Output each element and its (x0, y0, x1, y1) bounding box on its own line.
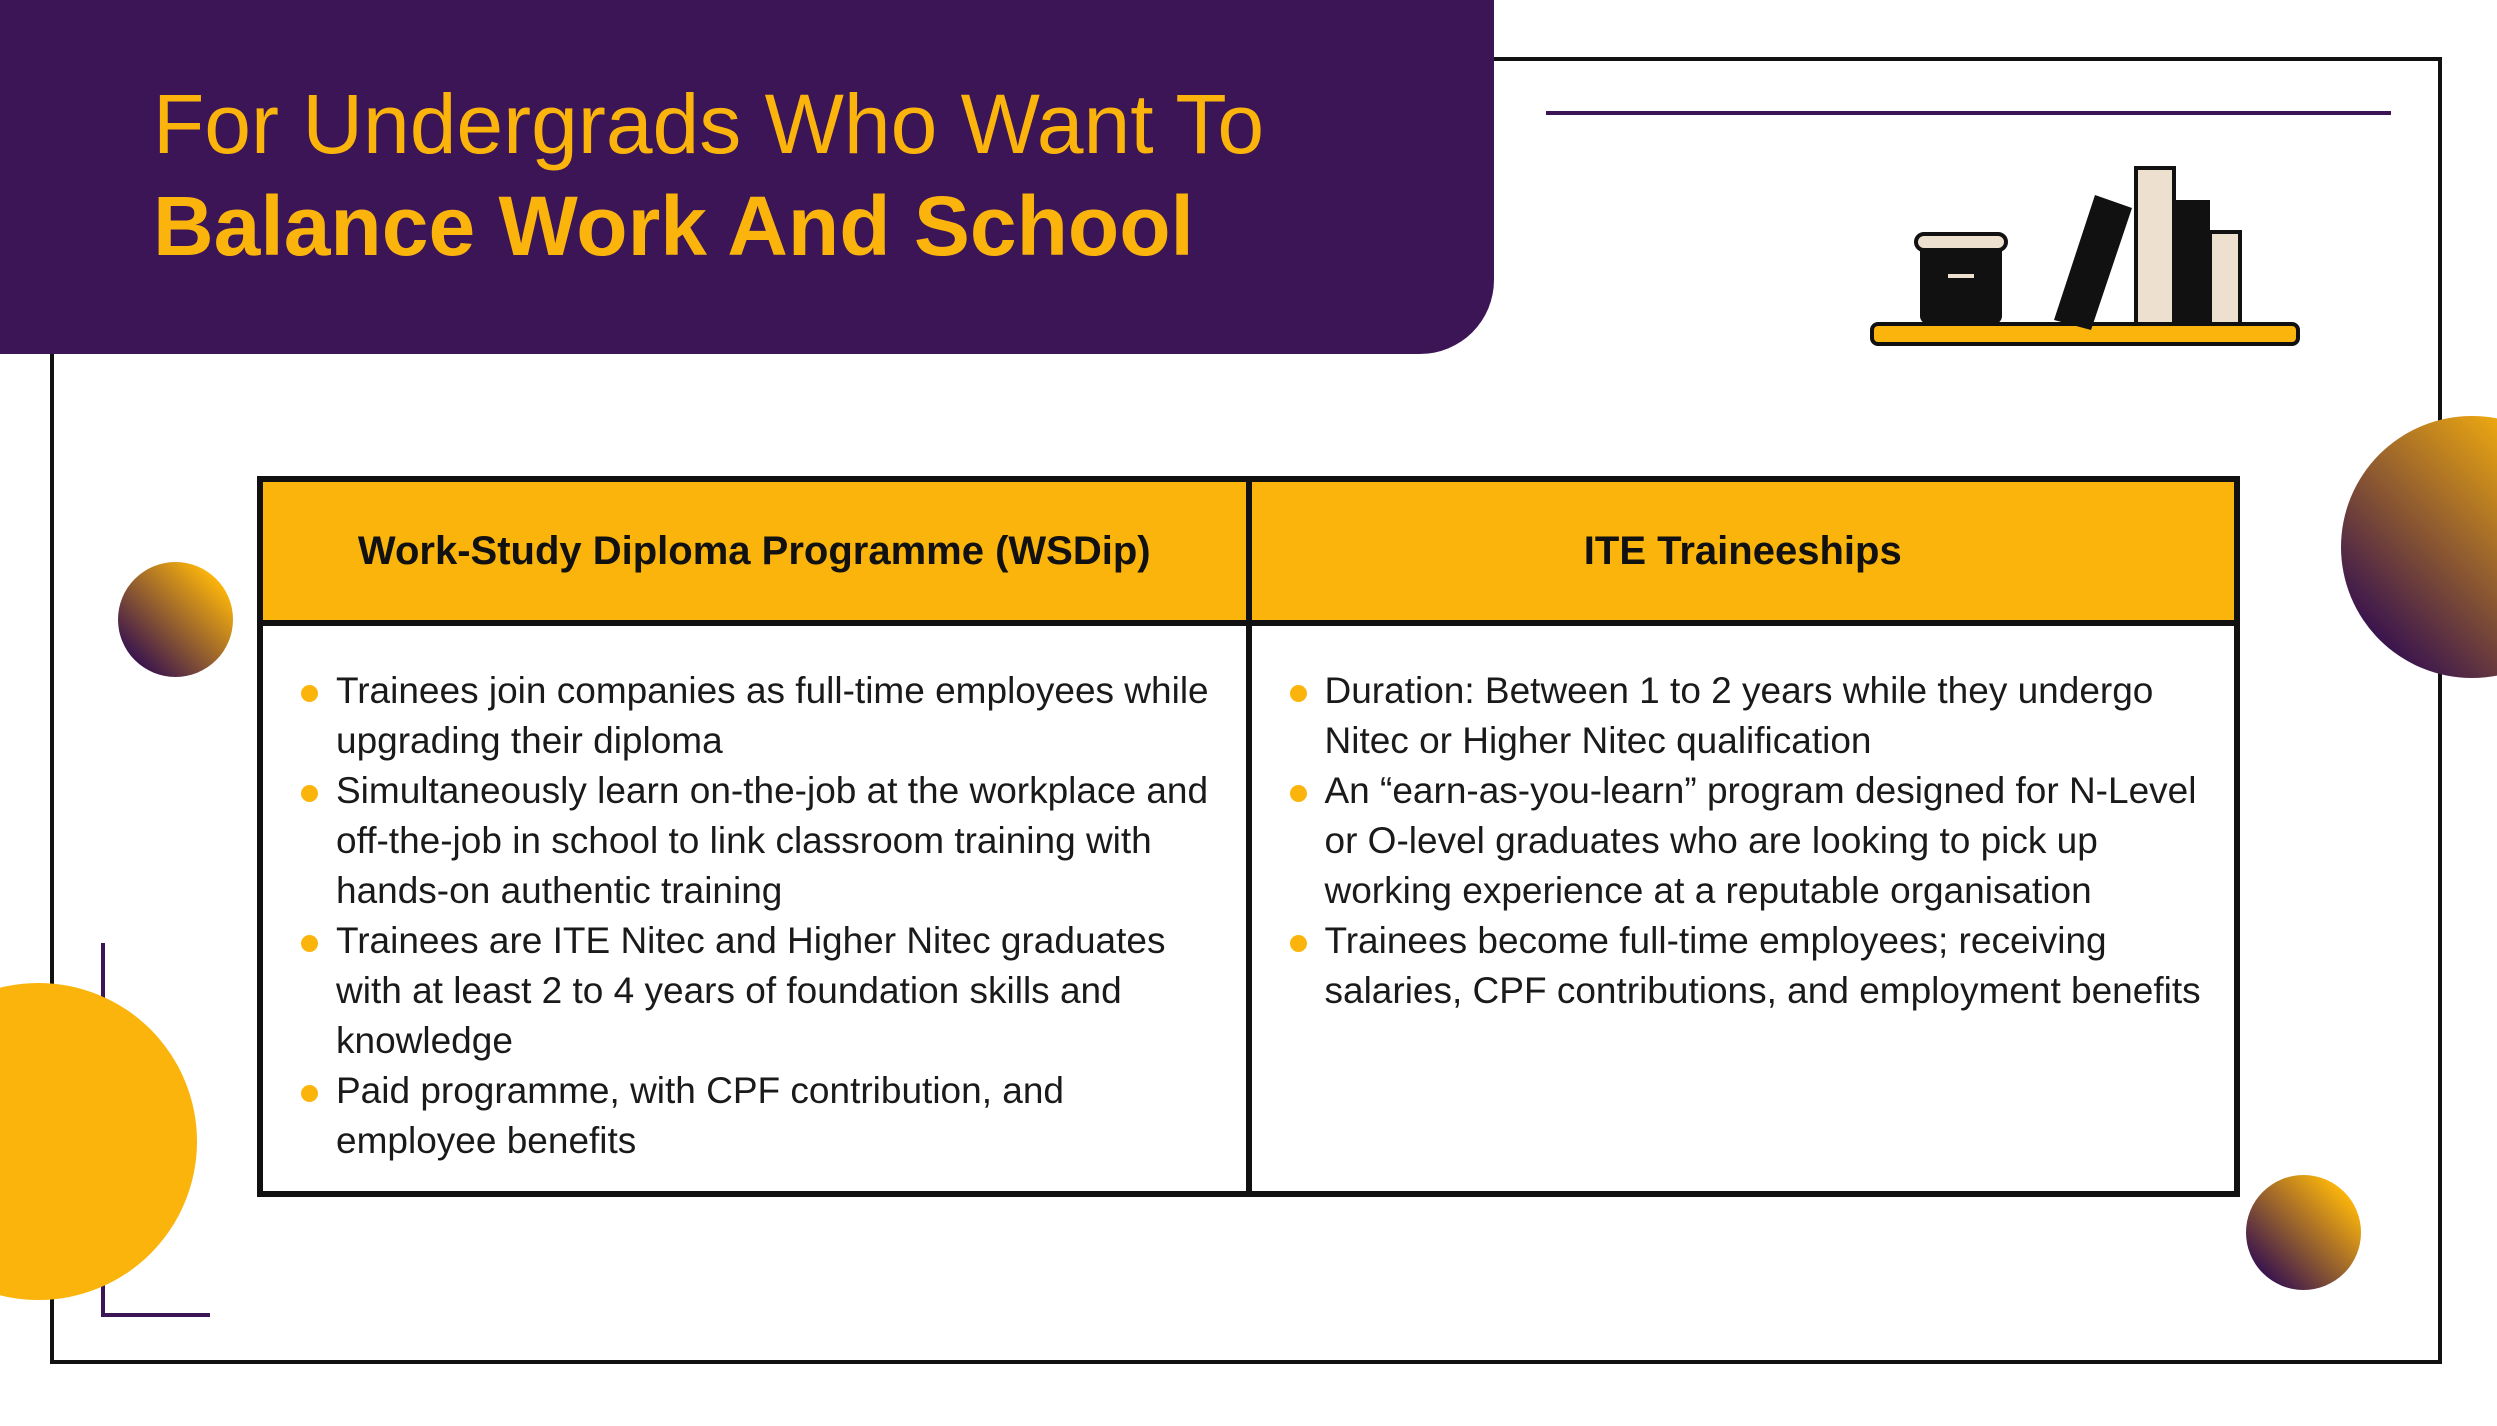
table-header-row (260, 479, 2237, 623)
list-item: Trainees are ITE Nitec and Higher Nitec graduates with at least 2 to 4 years of foundation skills and knowledge (301, 916, 1226, 1066)
wsdip-bullet-list (301, 666, 1226, 1166)
list-item: Paid programme, with CPF contribution, and employee benefits (301, 1066, 1226, 1166)
decorative-divider-line (1546, 111, 2391, 115)
column-heading-wsdip: Work-Study Diploma Programme (WSDip) (260, 479, 1249, 623)
list-item: Trainees become full-time employees; receiving salaries, CPF contributions, and employment benefits (1290, 916, 2215, 1016)
ite-traineeships-details-cell (1249, 623, 2238, 1194)
decorative-circle-small-left (118, 562, 233, 677)
column-heading-ite-traineeships: ITE Traineeships (1249, 479, 2238, 623)
decorative-horizontal-line (101, 1313, 210, 1317)
ite-traineeships-bullet-list (1290, 666, 2215, 1016)
list-item: Simultaneously learn on-the-job at the workplace and off-the-job in school to link classroom training with hands-on authentic training (301, 766, 1226, 916)
page-title-line-2: Balance Work And School (153, 179, 1194, 273)
table-body-row (260, 623, 2237, 1194)
bookshelf-icon (1862, 160, 2312, 360)
comparison-table (257, 476, 2240, 1197)
page-title-line-1: For Undergrads Who Want To (153, 77, 1265, 171)
wsdip-details-cell (260, 623, 1249, 1194)
list-item: An “earn-as-you-learn” program designed for N-Level or O-level graduates who are looking to pick up working experience at a reputable organisation (1290, 766, 2215, 916)
list-item: Duration: Between 1 to 2 years while they undergo Nitec or Higher Nitec qualification (1290, 666, 2215, 766)
title-banner (0, 0, 1494, 354)
decorative-circle-small-right (2246, 1175, 2361, 1290)
list-item: Trainees join companies as full-time employees while upgrading their diploma (301, 666, 1226, 766)
